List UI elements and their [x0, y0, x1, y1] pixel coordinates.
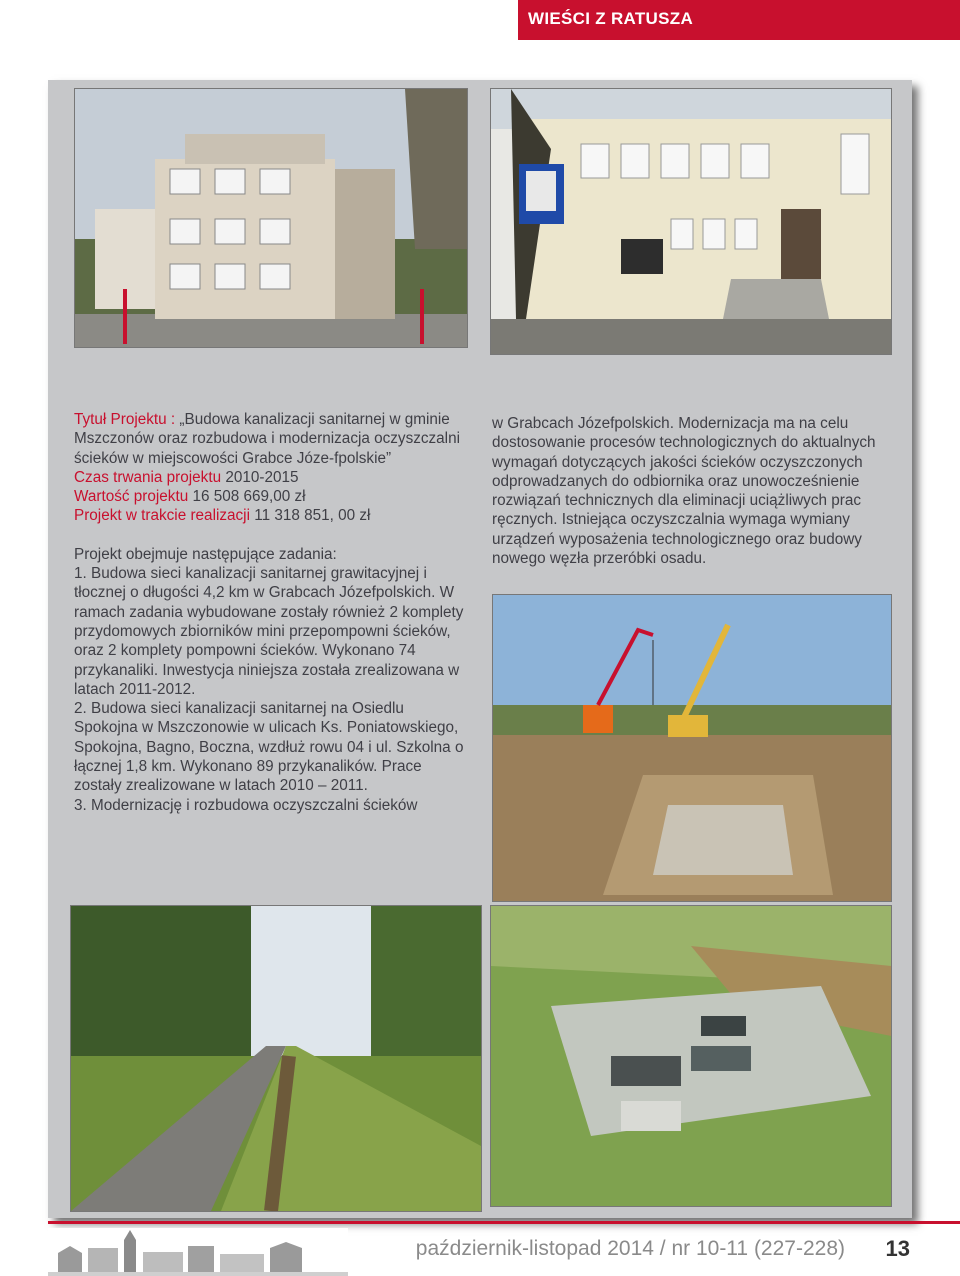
section-banner — [518, 0, 960, 40]
task-2: 2. Budowa sieci kanalizacji sanitarnej na Osiedlu Spokojna w Mszczonowie w ulicach Ks. Poniatowskiego, Spokojna, Bagno, Boczna, wzdłuż rowu 04 i ul. Szkolna o łącznej 1,8 km. Wykonano 89 przykanalików. Prace zostały zrealizowane w latach 2010 – 2011. — [74, 700, 464, 795]
project-realization: Projekt w trakcie realizacji 11 318 851, 00 zł — [74, 507, 371, 525]
right-column-text — [492, 414, 892, 568]
left-column-text — [74, 410, 466, 815]
photo-office-building — [490, 88, 892, 355]
project-duration: Czas trwania projektu 2010-2015 — [74, 468, 299, 486]
photo-treatment-plant-aerial — [490, 905, 892, 1207]
section-label: WIEŚCI Z RATUSZA — [528, 9, 694, 28]
issue-info: październik-listopad 2014 / nr 10-11 (227-228) — [415, 1237, 845, 1260]
photo-school-building — [74, 88, 468, 348]
photo-construction-site — [492, 594, 892, 902]
footer-rule — [48, 1221, 960, 1224]
task-3-start: 3. Modernizację i rozbudowa oczyszczalni ścieków — [74, 796, 418, 814]
task-1: 1. Budowa sieci kanalizacji sanitarnej grawitacyjnej i tłocznej o długości 4,2 km w Grabcach Józefpolskich. W ramach zadania wybudowane zostały również 2 komplety przydomowych zbiorników mini przepompowni ścieków, oraz 2 komplety pompowni ścieków. Wykonano 74 przykanaliki. Inwestycja niniejsza została zrealizowana w latach 2011-2012. — [74, 565, 464, 698]
project-title: Tytuł Projektu : „Budowa kanalizacji sanitarnej w gminie Mszczonów oraz rozbudowa i modernizacja oczyszczalni ścieków w miejscowości Grabce Józe-fpolskie” — [74, 411, 460, 467]
page-number: 13 — [885, 1236, 910, 1261]
task-3-continuation: w Grabcach Józefpolskich. Modernizacja ma na celu dostosowanie procesów technologicznych do aktualnych wymagań dotyczących jakości ścieków oczyszczonych odprowadzanych do odbiornika oraz unowocześnienie rozwiązań technicznych dla eliminacji uciążliwych prac ręcznych. Istniejąca oczyszczalnia wymaga wymiany urządzeń wyposażenia technologicznego oraz budowy nowego węzła przeróbki osadu. — [492, 415, 876, 568]
tasks-intro: Projekt obejmuje następujące zadania: — [74, 545, 337, 563]
town-skyline-illustration — [48, 1218, 348, 1276]
page-footer — [48, 1218, 960, 1276]
project-value: Wartość projektu 16 508 669,00 zł — [74, 488, 306, 506]
photo-road-trees — [70, 905, 482, 1212]
